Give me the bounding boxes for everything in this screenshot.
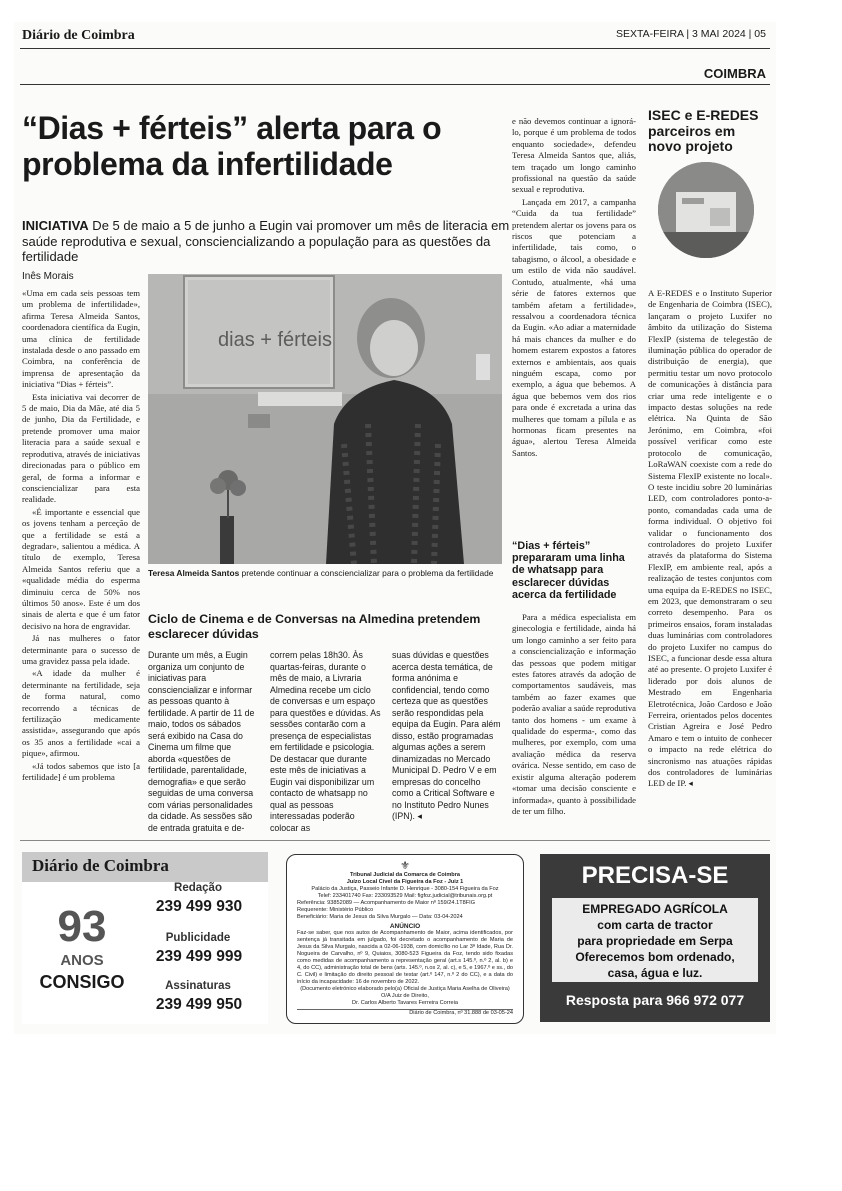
paragraph: e não devemos continuar a ignorá-lo, porque é um problema de todos enquanto sociedade», defendeu Teresa Almeida Santos que, aliás, tem traçado um longo caminho profissional na questão da saúde sexual e reprodutiva. xyxy=(512,116,636,195)
notice-title: ANÚNCIO xyxy=(389,923,421,930)
notice-footer: Diário de Coimbra, nº 31.888 de 03-05-24 xyxy=(297,1009,513,1017)
coat-of-arms-icon: ⚜ xyxy=(400,860,410,872)
ad-line: EMPREGADO AGRÍCOLA xyxy=(582,902,728,916)
newspaper-page xyxy=(14,22,776,1034)
paragraph: Já nas mulheres o fator determinante para o sucesso de uma gravidez passa pela idade. xyxy=(22,633,140,666)
header-rule xyxy=(20,48,770,49)
sidebar-photo xyxy=(658,162,754,258)
notice-footer: (Documento eletrónico elaborado pelo(a) Oficial de Justiça Maria Aselha de Oliveira) xyxy=(300,986,510,992)
photo-screen-text: dias + férteis xyxy=(218,329,332,351)
ad-diario-de-coimbra xyxy=(22,852,268,1024)
article-author: Inês Morais xyxy=(22,271,74,282)
article-headline: “Dias + férteis” alerta para o problema da infertilidade xyxy=(22,110,442,182)
ad-line: casa, água e luz. xyxy=(607,966,703,980)
sidebar-body xyxy=(648,288,772,834)
paragraph: «É importante e essencial que os jovens tenham a perceção de que a fertilidade se está a degradar», salientou a médica. A título de exemplo, Teresa Almeida Santos referiu que a «qualidade média do esperma diminuiu cerca de 50% nos últimos 50 anos». Este é um dos sinais de alerta e que é um fator decisivo na hora de engravidar. xyxy=(22,506,140,631)
cinema-column-3: suas dúvidas e questões acerca desta temática, de forma anónima e confidencial, tendo como certeza que as questões serão respondidas pela equipa da Eugin. Para além disso, estão programadas algumas ações a serem dinamizadas no Mercado Municipal D. Pedro V e em empresas do concelho como a Critical Software e no Instituto Pedro Nunes (IPN). ◂ xyxy=(392,650,501,821)
paragraph: Para a médica especialista em ginecologia e fertilidade, ainda há um longo caminho a ser feito para a consciencialização e informação das pessoas que podem mitigar estes fatores através da adoção de comportamentos saudáveis, mas também ao fazer exames que poderão avaliar a saúde reprodutiva tanto dos homens - um exame à qualidade do esperma-, como das mulheres, por exemplo, com uma avaliação médica da reserva ovárica. Nesse sentido, em caso de existir alguma alteração poderem «tomar uma decisão consciente e informada», quanto à possibilidade de ter um filho. xyxy=(512,612,636,816)
ad-publicidade-number: 239 499 999 xyxy=(155,948,243,965)
ad-years-label: ANOS xyxy=(60,952,104,969)
paragraph: A E-REDES e o Instituto Superior de Engenharia de Coimbra (ISEC), lançaram o projeto Luxifer no âmbito da utilização do Sistema FlexIP (sistema de telegestão de iluminação pública do operador de distribuição de energia), que permitiu testar um novo protocolo de comunicações à distância para criar uma rede inteligente e o impacto destas soluções na rede elétrica. Na Quinta de São Jerónimo, em Coimbra, «foi possível verificar como este protocolo de comunicação, LoRaWAN coexiste com a rede do Sistema FlexIP existente no local». O teste incidiu sobre 20 luminárias LED, com controladores ponto-a-ponto, comandadas cada uma de forma individual. O objetivo foi validar o funcionamento dos controladores do projeto Luxifer através da plataforma do Sistema FlexIP, em ambiente real, após a realização de testes conjuntos com uma equipa da E-REDES no ISEC, em 2023, que demonstraram o seu correto desempenho. Para os primeiros ensaios, foram instaladas duas luminárias com controladores do projeto Luxifer no campus do ISEC, a funcionar desde essa altura até ao presente. O projeto Luxifer é liderado por dois alunos de Mestrado em Engenharia Eletrotécnica, João Cardoso e João Ferreira, orientados pelos docentes Cristian Agreira e José Pedro Amaro e tem o intuito de conhecer o impacto na rede elétrica do sincronismo nas atuações rápidas dos controladores de luminárias LED de IP. ◂ xyxy=(648,288,772,789)
lead-text: De 5 de maio a 5 de junho a Eugin vai promover um mês de literacia em saúde reprodutiva e sexual, consciencializando a população para as questões da fertilidade xyxy=(22,218,510,264)
section-label: COIMBRA xyxy=(703,66,766,81)
paragraph: «Já todos sabemos que isto [a fertilidade] é um problema xyxy=(22,760,140,783)
notice-line: Palácio da Justiça, Passeio Infante D. Henrique - 3080-154 Figueira da Foz xyxy=(311,886,499,892)
ad-assinaturas-number: 239 499 950 xyxy=(155,996,243,1013)
ad-tribunal-notice xyxy=(286,854,524,1024)
notice-body: Faz-se saber, que nos autos de Acompanhamento de Maior, acima identificados, por sentença já transitada em julgado, foi decretado o acompanhamento de Maria de Jesus da Silva Murgalo, nascida a 02-06-1938, com domicílio no Lar 3ª Idade, Rua Dr. Nogueira de Carvalho, nº 9, Quiaios, 3080-523 Figueira da Foz, tendo sido fixadas como medidas de acompanhamento a representação geral (art.s 145.º, n.º 2, al. b) e 4, do CC), administração total de bens (arts. 145.º, n.os 2, al. c), e 5, e 1967.º e ss., do C. Civil) e limitação do direito pessoal de testar (art.º 147, n.º 2 do CC), e a data do início da incapacidade: 16 de novembro de 2022. xyxy=(297,930,513,985)
lead-label: INICIATIVA xyxy=(22,218,89,233)
article-column-1 xyxy=(22,288,140,832)
ad-contact: Resposta para 966 972 077 xyxy=(565,992,745,1008)
section-rule xyxy=(20,84,770,85)
notice-footer: O/A Juiz de Direito, xyxy=(381,993,429,999)
cinema-column-1: Durante um mês, a Eugin organiza um conjunto de iniciativas para consciencializar e informar as pessoas quanto à fertilidade. A partir de 11 de maio, todos os sábados será exibido na Casa do Cinema um filme que aborda «questões de fertilidade, parentalidade, demografia» e que serão seguidas de uma conversa com várias personalidades da cidade. As sessões são de entrada gratuita e de- xyxy=(148,650,255,833)
ad-line: para propriedade em Serpa xyxy=(577,934,733,948)
article-column-3 xyxy=(512,116,636,534)
notice-line: Telef: 233401740 Fax: 233093529 Mail: figfoz.judicial@tribunais.org.pt xyxy=(317,893,493,899)
photo-illustration xyxy=(148,274,502,564)
notice-line: Requerente: Ministério Público xyxy=(297,907,374,913)
paragraph: Lançada em 2017, a campanha “Cuida da tua fertilidade” pretendem alertar os jovens para os riscos que potenciam a infertilidade, tais como, o tabagismo, o álcool, a obesidade e um estilo de vida não saudável. Contudo, atualmente, «há uma série de fatores externos que também afetam a fertilidade», ressalvou a coordenadora técnica da Eugin. «Ao adiar a maternidade há mais chances da mulher e do homem estarem expostos a fatores externos e ambientais, aos quais ninguém escapa, como por exemplo, a água que bebemos. A água que bebemos vem dos rios para onde é excretada a urina das mulheres que tomam a pílula e as hormonas ficam presentes na água», alertou Teresa Almeida Santos. xyxy=(512,196,636,458)
caption-name: Teresa Almeida Santos xyxy=(148,568,240,578)
ad-years-number: 93 xyxy=(57,902,107,951)
notice-line: Beneficiário: Maria de Jesus da Silva Murgalo — Data: 03-04-2024 xyxy=(297,914,463,920)
sidebar-photo-illustration xyxy=(658,162,754,258)
notice-line: Tribunal Judicial da Comarca de Coimbra xyxy=(349,872,461,878)
notice-footer: Dr. Carlos Alberto Tavares Ferreira Correia xyxy=(352,1000,458,1006)
ad-line: com carta de tractor xyxy=(597,918,713,932)
ad-redacao-number: 239 499 930 xyxy=(155,898,243,915)
ad-redacao-label: Redação xyxy=(174,882,222,894)
article-column-3b xyxy=(512,612,636,834)
ad-title: PRECISA-SE xyxy=(581,862,729,889)
sidebar-headline: ISEC e E-REDES parceiros em novo projeto xyxy=(648,107,759,154)
ad-precisa-se xyxy=(540,854,770,1022)
article-lead xyxy=(22,218,512,265)
issue-date: SEXTA-FEIRA | 3 MAI 2024 | 05 xyxy=(616,28,766,40)
ad-consigo: CONSIGO xyxy=(39,972,125,992)
article-photo xyxy=(148,274,502,564)
paragraph: Esta iniciativa vai decorrer de 5 de maio, Dia da Mãe, até dia 5 de junho, Dia da Fertilidade, e pretende promover uma maior literacia para a saúde sexual e reprodutiva, através de iniciativas direcionadas para o público em geral, de forma a informar e consciencializar para esta realidade. xyxy=(22,391,140,505)
ad-logo: Diário de Coimbra xyxy=(32,856,169,875)
caption-text: pretende continuar a consciencializar para o problema da fertilidade xyxy=(239,568,494,578)
ad-line: Oferecemos bom ordenado, xyxy=(575,950,735,964)
photo-caption xyxy=(148,568,502,578)
masthead-logo: Diário de Coimbra xyxy=(22,28,135,43)
ad-publicidade-label: Publicidade xyxy=(165,932,231,944)
paragraph: «Uma em cada seis pessoas tem um problema de infertilidade», afirma Teresa Almeida Santos, coordenadora científica da Eugin, uma clínica de fertilidade instalada desde o ano passado em Coimbra, na conferência de imprensa de apresentação da iniciativa “Dias + férteis”. xyxy=(22,288,140,390)
notice-line: Referência: 93852089 — Acompanhamento de Maior nº 159/24.1T8FIG xyxy=(297,900,476,906)
ad-assinaturas-label: Assinaturas xyxy=(165,980,231,992)
cinema-column-2: correm pelas 18h30. Às quartas-feiras, durante o mês de maio, a Livraria Almedina recebe um ciclo de conversas e um espaço para questões e dúvidas. As sessões contarão com a presença de especialistas em fertilidade e psicologia. De destacar que durante este mês de iniciativas a Eugin vai disponibilizar um contacto de whatsapp no qual as pessoas interessadas poderão colocar as xyxy=(270,650,381,833)
notice-line: Juízo Local Cível da Figueira da Foz - Juiz 1 xyxy=(346,879,464,885)
whatsapp-box-headline: “Dias + férteis” prepararam uma linha de whatsapp para esclarecer dúvidas acerca da fertilidade xyxy=(512,540,625,601)
cinema-headline: Ciclo de Cinema e de Conversas na Almedina pretendem esclarecer dúvidas xyxy=(148,612,481,641)
paragraph: «A idade da mulher é determinante na fertilidade, seja de forma natural, como recorrendo a técnicas de fertilização medicamente assistida», assegurando que após os 35 anos a fertilidade «cai a pique», afirmou. xyxy=(22,668,140,759)
ads-rule xyxy=(20,840,770,841)
